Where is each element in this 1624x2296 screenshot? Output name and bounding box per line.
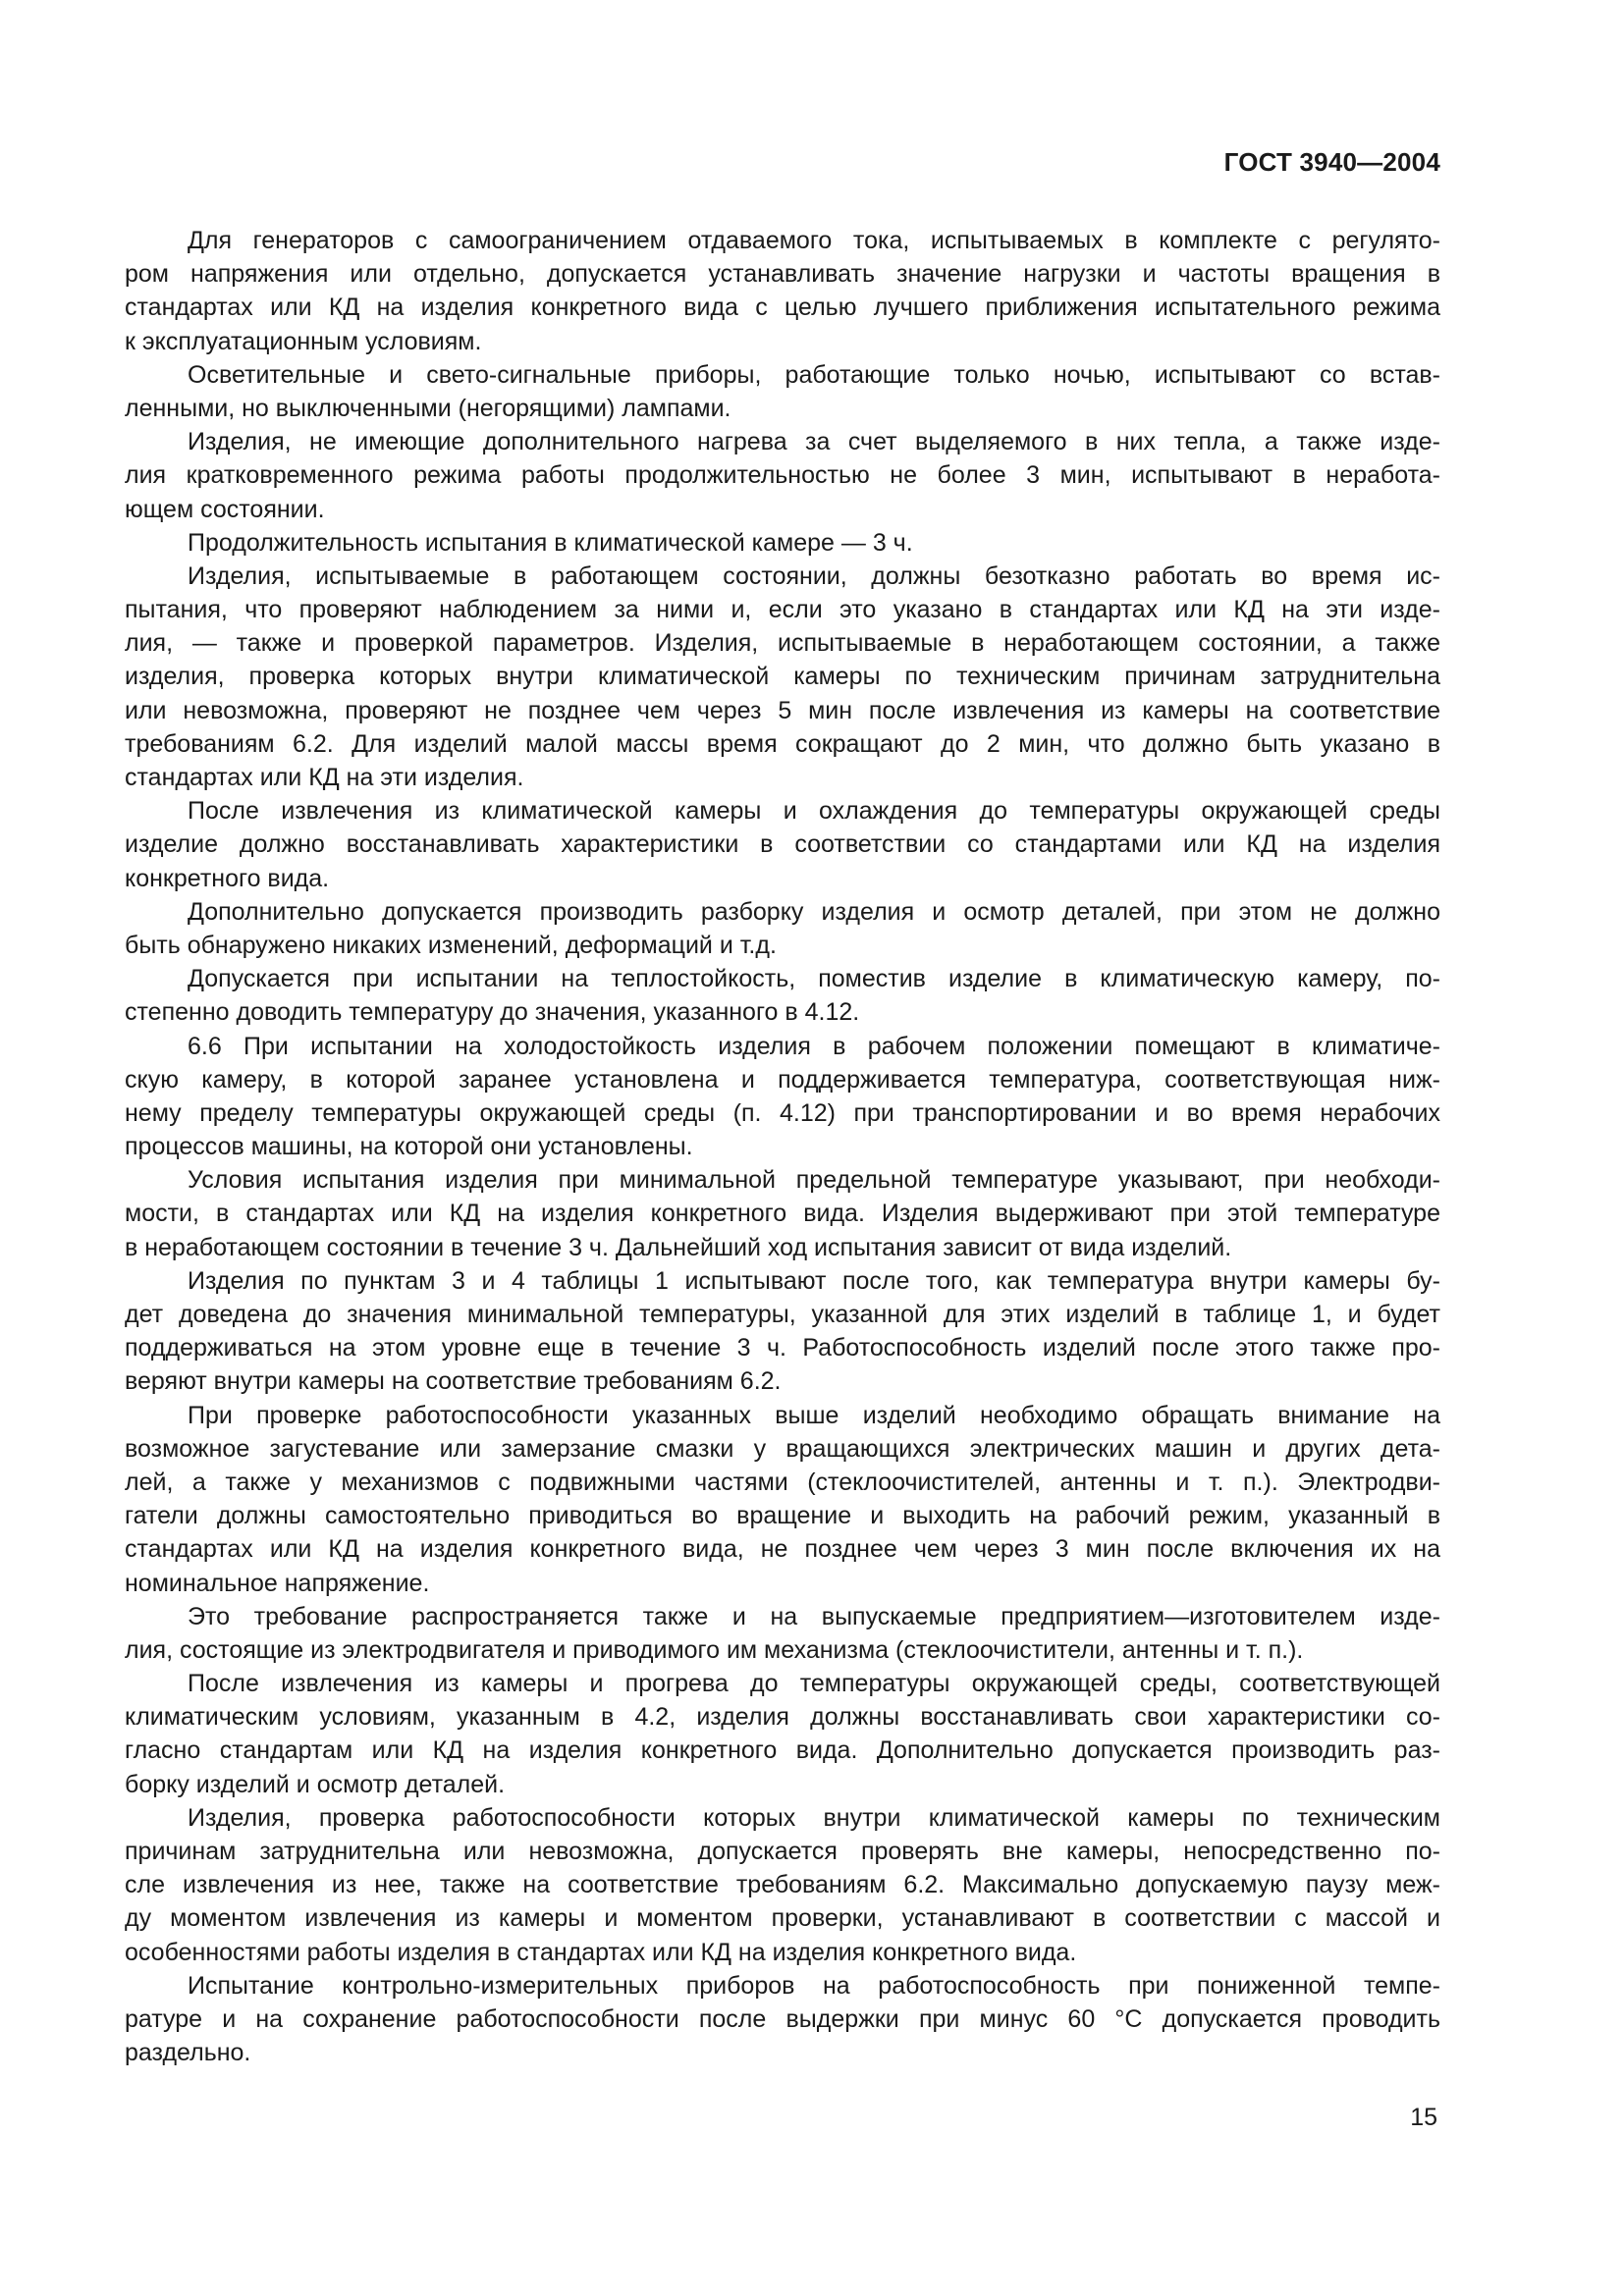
- text-line: стандартах или КД на эти изделия.: [125, 764, 524, 791]
- text-line: климатическим условиям, указанным в 4.2, изделия должны восстанавливать свои характеристики со-: [125, 1703, 1440, 1732]
- text-line: к эксплуатационным условиям.: [125, 327, 482, 355]
- text-line: изделие должно восстанавливать характеристики в соответствии со стандартами или КД на изделия: [125, 830, 1440, 859]
- text-line: или невозможна, проверяют не позднее чем через 5 мин после извлечения из камеры на соответствие: [125, 696, 1440, 724]
- text-line: мости, в стандартах или КД на изделия конкретного вида. Изделия выдерживают при этой температуре: [125, 1200, 1440, 1228]
- text-line: лия кратковременного режима работы продолжительностью не более 3 мин, испытывают в неработа-: [125, 461, 1440, 490]
- paragraph-first-line: Продолжительность испытания в климатической камере — 3 ч.: [188, 528, 913, 557]
- text-line: гатели должны самостоятельно приводиться во вращение и выходить на рабочий режим, указанный в: [125, 1502, 1440, 1530]
- text-line: нему пределу температуры окружающей среды (п. 4.12) при транспортировании и во время нерабочих: [125, 1098, 1440, 1127]
- text-line: процессов машины, на которой они установлены.: [125, 1133, 693, 1161]
- paragraph-first-line: Осветительные и свето-сигнальные приборы, работающие только ночью, испытывают со встав-: [188, 360, 1440, 389]
- text-line: скую камеру, в которой заранее установлена и поддерживается температура, соответствующая ниж-: [125, 1065, 1440, 1094]
- text-line: ющем состоянии.: [125, 495, 325, 523]
- text-line: быть обнаружено никаких изменений, деформаций и т.д.: [125, 931, 777, 959]
- text-line: ром напряжения или отдельно, допускается устанавливать значение нагрузки и частоты вращения в: [125, 260, 1440, 289]
- paragraph-first-line: После извлечения из климатической камеры и охлаждения до температуры окружающей среды: [188, 797, 1440, 826]
- text-line: ду моментом извлечения из камеры и моментом проверки, устанавливают в соответствии с массой и: [125, 1904, 1440, 1933]
- text-line: особенностями работы изделия в стандартах или КД на изделия конкретного вида.: [125, 1938, 1077, 1966]
- text-line: дет доведена до значения минимальной температуры, указанной для этих изделий в таблице 1, и будет: [125, 1301, 1440, 1328]
- text-line: стандартах или КД на изделия конкретного вида с целью лучшего приближения испытательного режима: [125, 294, 1440, 322]
- paragraph-first-line: При проверке работоспособности указанных выше изделий необходимо обращать внимание на: [188, 1401, 1440, 1429]
- text-line: конкретного вида.: [125, 864, 330, 892]
- paragraph-first-line: Изделия по пунктам 3 и 4 таблицы 1 испытывают после того, как температура внутри камеры бу-: [188, 1266, 1440, 1295]
- text-line: лей, а также у механизмов с подвижными частями (стеклоочистителей, антенны и т. п.). Электродви-: [125, 1468, 1440, 1496]
- text-line: борку изделий и осмотр деталей.: [125, 1770, 506, 1798]
- text-line: веряют внутри камеры на соответствие требованиям 6.2.: [125, 1367, 782, 1396]
- text-line: причинам затруднительна или невозможна, допускается проверять вне камеры, непосредственно по-: [125, 1838, 1440, 1865]
- text-line: лия, — также и проверкой параметров. Изделия, испытываемые в неработающем состоянии, а также: [125, 629, 1440, 658]
- text-line: ратуре и на сохранение работоспособности после выдержки при минус 60 °С допускается проводить: [125, 2004, 1440, 2033]
- paragraph-first-line: Изделия, не имеющие дополнительного нагрева за счет выделяемого в них тепла, а также изде-: [188, 428, 1440, 456]
- paragraph-first-line: Условия испытания изделия при минимальной предельной температуре указывают, при необходи-: [188, 1166, 1440, 1195]
- text-line: степенно доводить температуру до значения, указанного в 4.12.: [125, 998, 860, 1027]
- text-line: гласно стандартам или КД на изделия конкретного вида. Дополнительно допускается производить раз-: [125, 1736, 1440, 1765]
- text-line: стандартах или КД на изделия конкретного вида, не позднее чем через 3 мин после включения их на: [125, 1535, 1440, 1564]
- paragraph-first-line: Допускается при испытании на теплостойкость, поместив изделие в климатическую камеру, по-: [188, 965, 1440, 993]
- text-line: в неработающем состоянии в течение 3 ч. Дальнейший ход испытания зависит от вида изделий.: [125, 1233, 1232, 1261]
- page-number: 15: [1410, 2104, 1437, 2131]
- paragraph-first-line: 6.6 При испытании на холодостойкость изделия в рабочем положении помещают в климатиче-: [188, 1032, 1440, 1060]
- paragraph-first-line: Дополнительно допускается производить разборку изделия и осмотр деталей, при этом не должно: [188, 897, 1440, 926]
- paragraph-first-line: Для генераторов с самоограничением отдаваемого тока, испытываемых в комплекте с регулято-: [188, 227, 1440, 254]
- paragraph-first-line: Изделия, проверка работоспособности которых внутри климатической камеры по техническим: [188, 1803, 1440, 1832]
- text-line: ленными, но выключенными (негорящими) лампами.: [125, 394, 731, 422]
- paragraph-first-line: Испытание контрольно-измерительных приборов на работоспособность при пониженной темпе-: [188, 1971, 1440, 2000]
- paragraph-first-line: Изделия, испытываемые в работающем состоянии, должны безотказно работать во время ис-: [188, 561, 1440, 590]
- text-line: пытания, что проверяют наблюдением за ними и, если это указано в стандартах или КД на эти изде-: [125, 596, 1440, 624]
- paragraph-first-line: После извлечения из камеры и прогрева до температуры окружающей среды, соответствующей: [188, 1670, 1440, 1698]
- text-line: раздельно.: [125, 2039, 251, 2067]
- text-line: сле извлечения из нее, также на соответствие требованиям 6.2. Максимально допускаемую паузу меж-: [125, 1871, 1440, 1899]
- document-body: [125, 224, 1440, 2069]
- text-line: требованиям 6.2. Для изделий малой массы время сокращают до 2 мин, что должно быть указано в: [125, 729, 1440, 758]
- paragraph-first-line: Это требование распространяется также и на выпускаемые предприятием—изготовителем изде-: [188, 1602, 1440, 1630]
- text-line: изделия, проверка которых внутри климатической камеры по техническим причинам затруднительна: [125, 663, 1440, 691]
- text-line: поддерживаться на этом уровне еще в течение 3 ч. Работоспособность изделий после этого также про-: [125, 1334, 1440, 1362]
- text-line: номинальное напряжение.: [125, 1569, 430, 1597]
- text-line: лия, состоящие из электродвигателя и приводимого им механизма (стеклоочистители, антенны и т. п.).: [125, 1635, 1304, 1664]
- text-line: возможное загустевание или замерзание смазки у вращающихся электрических машин и других дета-: [125, 1434, 1440, 1463]
- document-code-header: ГОСТ 3940—2004: [1223, 147, 1440, 177]
